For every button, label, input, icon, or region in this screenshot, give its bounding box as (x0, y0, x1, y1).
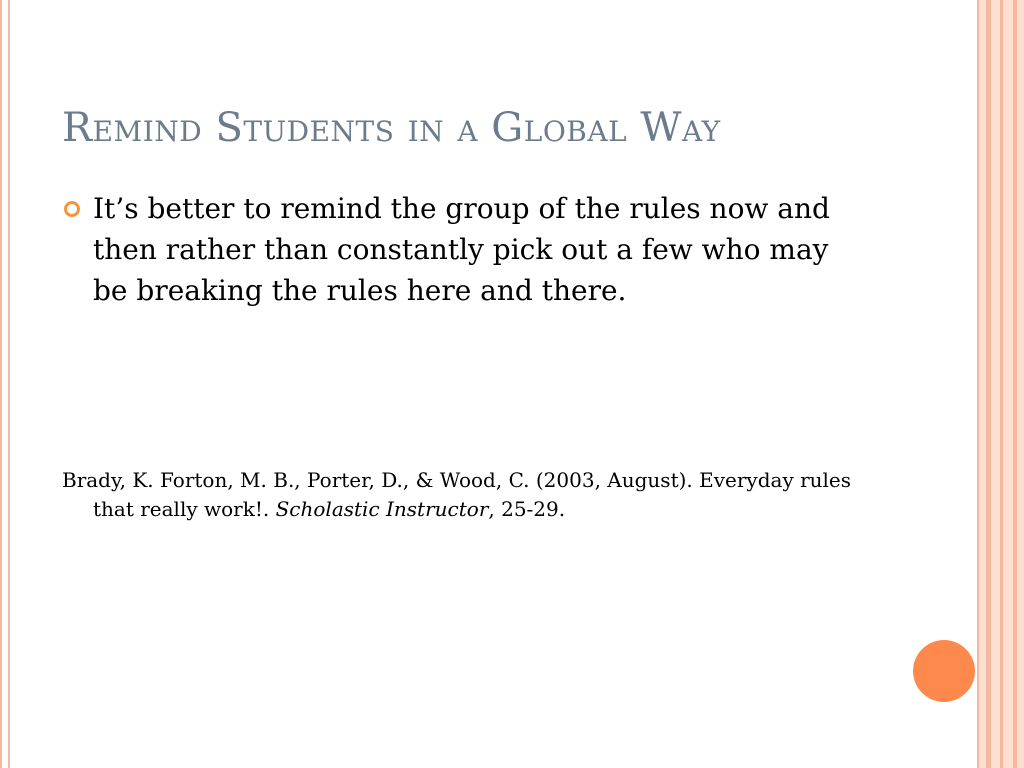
bullet-list (62, 188, 842, 311)
frame-right-line (1000, 0, 1003, 768)
bullet-item (62, 188, 842, 311)
citation-pages: , 25-29. (488, 497, 566, 521)
bullet-circle-icon (64, 201, 80, 217)
frame-right-line (977, 0, 979, 768)
citation-journal: Scholastic Instructor (275, 497, 489, 521)
citation-authors: Brady, K. Forton, M. B., Porter, D., & Wood, C. (2003, August). Everyday rules that really work!. (62, 468, 852, 521)
frame-left-outer-line (0, 0, 2, 768)
citation (62, 466, 853, 524)
frame-right-line (1013, 0, 1017, 768)
frame-right-line (986, 0, 991, 768)
slide-title: Remind Students in a Global Way (62, 105, 721, 151)
frame-left-inner-line (8, 0, 10, 768)
orange-circle-decoration (913, 640, 975, 702)
bullet-text: It’s better to remind the group of the rules now and then rather than constantly pick out a few who may be breaking the rules here and there. (93, 192, 830, 307)
